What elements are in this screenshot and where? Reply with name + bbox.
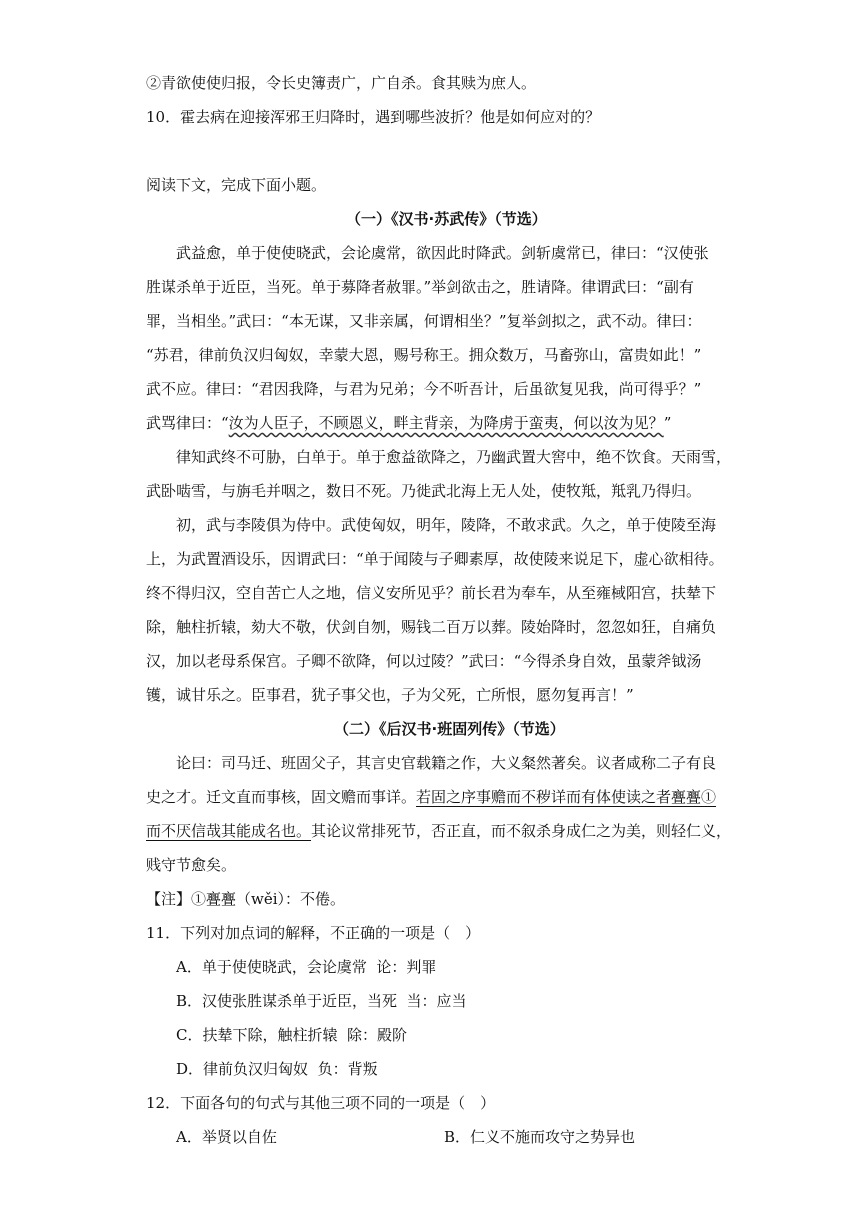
text-line: 胜谋杀单于近臣，当死。单于募降者赦罪。”举剑欲击之，胜请降。律谓武曰：“副有 — [146, 278, 694, 296]
text-line: ②青欲使使归报，令长史簿责广，广自杀。食其赎为庶人。 — [146, 74, 537, 92]
text-line: 武益愈，单于使使晓武，会论虞常，欲因此时降武。剑斩虞常已，律曰：“汉使张 — [176, 244, 709, 262]
text-line: “苏君，律前负汉归匈奴，幸蒙大恩，赐号称王。拥众数万，马畜弥山，富贵如此！” — [146, 346, 702, 364]
section-title-1: （一）《汉书·苏武传》（节选） — [346, 210, 547, 228]
underlined-sentence: 汝为人臣子，不顾恩义，畔主背亲，为降虏于蛮夷，何以汝为见？ — [228, 414, 664, 432]
text-line — [146, 788, 716, 806]
text-span: 史之才。迁文直而事核，固文赡而事详。 — [146, 788, 417, 806]
question-12: 12．下面各句的句式与其他三项不同的一项是（ ） — [146, 1094, 496, 1112]
text-line: 除，触柱折辕，劾大不敬，伏剑自刎，赐钱二百万以葬。陵始降时，忽忽如狂，自痛负 — [146, 618, 717, 636]
underlined-sentence: 若固之序事赡而不秽详而有体使读之者亹亹① — [416, 788, 717, 806]
text-line — [146, 414, 671, 432]
instruction: 阅读下文，完成下面小题。 — [146, 176, 327, 194]
option-a: A．举贤以自佐 — [176, 1128, 277, 1146]
text-span: 武骂律曰：“ — [146, 414, 229, 432]
underlined-sentence: 而不厌信哉其能成名也。 — [146, 822, 312, 840]
text-line: 罪，当相坐。”武曰：“本无谋，又非亲属，何谓相坐？”复举剑拟之，武不动。律曰： — [146, 312, 702, 330]
text-line: 初，武与李陵俱为侍中。武使匈奴，明年，陵降，不敢求武。久之，单于使陵至海 — [176, 516, 717, 534]
text-span: 其论议常排死节，否正直，而不叙杀身成仁之为美，则轻仁义， — [311, 822, 732, 840]
text-line: 镬，诚甘乐之。臣事君，犹子事父也，子为父死，亡所恨，愿勿复再言！” — [146, 686, 634, 704]
text-line: 汉，加以老母系保宫。子卿不欲降，何以过陵？”武曰：“今得杀身自效，虽蒙斧钺汤 — [146, 652, 702, 670]
text-line: 贱守节愈矣。 — [146, 856, 237, 874]
text-span: ” — [663, 414, 672, 432]
option-a: A．单于使使晓武，会论虞常 论：判罪 — [176, 958, 437, 976]
text-line: 终不得归汉，空自苦亡人之地，信义安所见乎？前长君为奉车，从至雍棫阳宫，扶辇下 — [146, 584, 717, 602]
text-line: 论曰：司马迁、班固父子，其言史官载籍之作，大义粲然著矣。议者咸称二子有良 — [176, 754, 717, 772]
question-10: 10．霍去病在迎接浑邪王归降时，遇到哪些波折？他是如何应对的？ — [146, 108, 601, 126]
text-line: 武卧啮雪，与旃毛并咽之，数日不死。乃徙武北海上无人处，使牧羝，羝乳乃得归。 — [146, 482, 702, 500]
question-11: 11．下列对加点词的解释，不正确的一项是（ ） — [146, 924, 481, 942]
footnote: 【注】①亹亹（wěi）：不倦。 — [146, 890, 346, 908]
option-d: D．律前负汉归匈奴 负：背叛 — [176, 1060, 378, 1078]
text-line: 上，为武置酒设乐，因谓武曰：“单于闻陵与子卿素厚，故使陵来说足下，虚心欲相待。 — [146, 550, 724, 568]
option-b: B．仁义不施而攻守之势异也 — [444, 1128, 636, 1146]
option-c: C．扶辇下除，触柱折辕 除：殿阶 — [176, 1026, 408, 1044]
option-b: B．汉使张胜谋杀单于近臣，当死 当：应当 — [176, 992, 467, 1010]
text-line: 武不应。律曰：“君因我降，与君为兄弟；今不听吾计，后虽欲复见我，尚可得乎？” — [146, 380, 702, 398]
text-line — [146, 822, 731, 840]
text-line: 律知武终不可胁，白单于。单于愈益欲降之，乃幽武置大窖中，绝不饮食。天雨雪， — [176, 448, 732, 466]
section-title-2: （二）《后汉书·班固列传》（节选） — [334, 720, 565, 738]
